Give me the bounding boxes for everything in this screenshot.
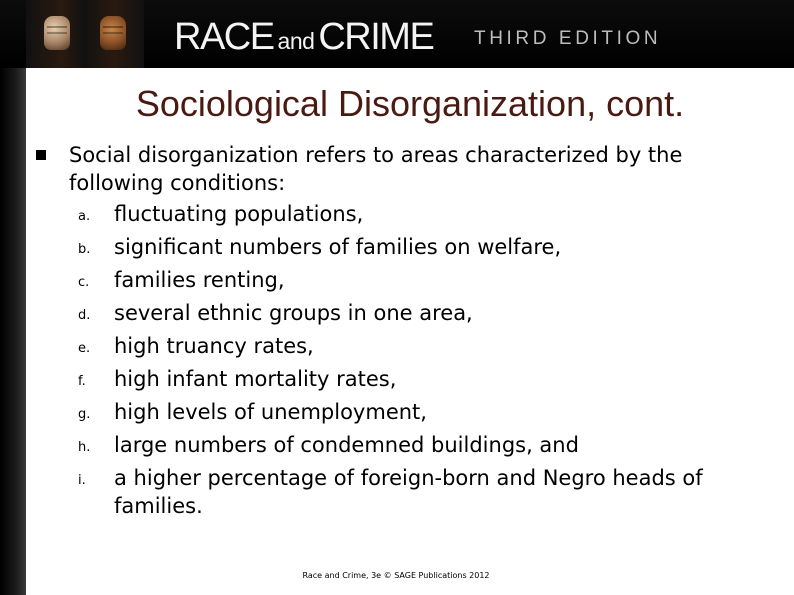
list-marker: h. — [78, 440, 91, 455]
list-item — [0, 464, 794, 524]
book-title-race: RACE — [174, 16, 274, 58]
list-item — [0, 332, 794, 365]
list-marker: e. — [78, 341, 91, 356]
list-marker: c. — [78, 275, 90, 290]
list-item-text: significant numbers of families on welfare, — [114, 235, 562, 259]
list-item — [0, 431, 794, 464]
header-photo — [26, 0, 144, 68]
list-item-text: fluctuating populations, — [114, 202, 364, 226]
list-marker: f. — [78, 374, 86, 389]
slide-title: Sociological Disorganization, cont. — [135, 83, 685, 124]
book-title-crime: CRIME — [318, 16, 434, 58]
book-title-and: and — [277, 28, 315, 54]
list-item — [0, 299, 794, 332]
list-item — [0, 398, 794, 431]
header-banner — [0, 0, 794, 68]
list-marker: a. — [78, 209, 91, 224]
list-item — [0, 365, 794, 398]
list-item — [0, 266, 794, 299]
list-item-text: a higher percentage of foreign-born and Negro heads of families. — [114, 466, 703, 518]
fist-image — [100, 16, 126, 50]
list-marker: d. — [78, 308, 91, 323]
list-marker: i. — [78, 473, 86, 488]
list-marker: b. — [78, 242, 91, 257]
footer-copyright: Race and Crime, 3e © SAGE Publications 2012 — [302, 571, 490, 580]
list-item-text: large numbers of condemned buildings, and — [114, 433, 579, 457]
list-item-text: several ethnic groups in one area, — [114, 301, 473, 325]
bullet-text: Social disorganization refers to areas characterized by the following conditions: — [69, 143, 683, 195]
list-marker: g. — [78, 407, 91, 422]
square-bullet-icon — [36, 150, 46, 160]
list-item-text: families renting, — [114, 268, 285, 292]
book-edition: THIRD EDITION — [474, 28, 662, 49]
list-item — [0, 233, 794, 266]
fist-image — [44, 16, 70, 50]
list-item-text: high infant mortality rates, — [114, 367, 397, 391]
list-item-text: high truancy rates, — [114, 334, 314, 358]
list-item — [0, 200, 794, 233]
book-title — [174, 17, 433, 57]
list-item-text: high levels of unemployment, — [114, 400, 427, 424]
